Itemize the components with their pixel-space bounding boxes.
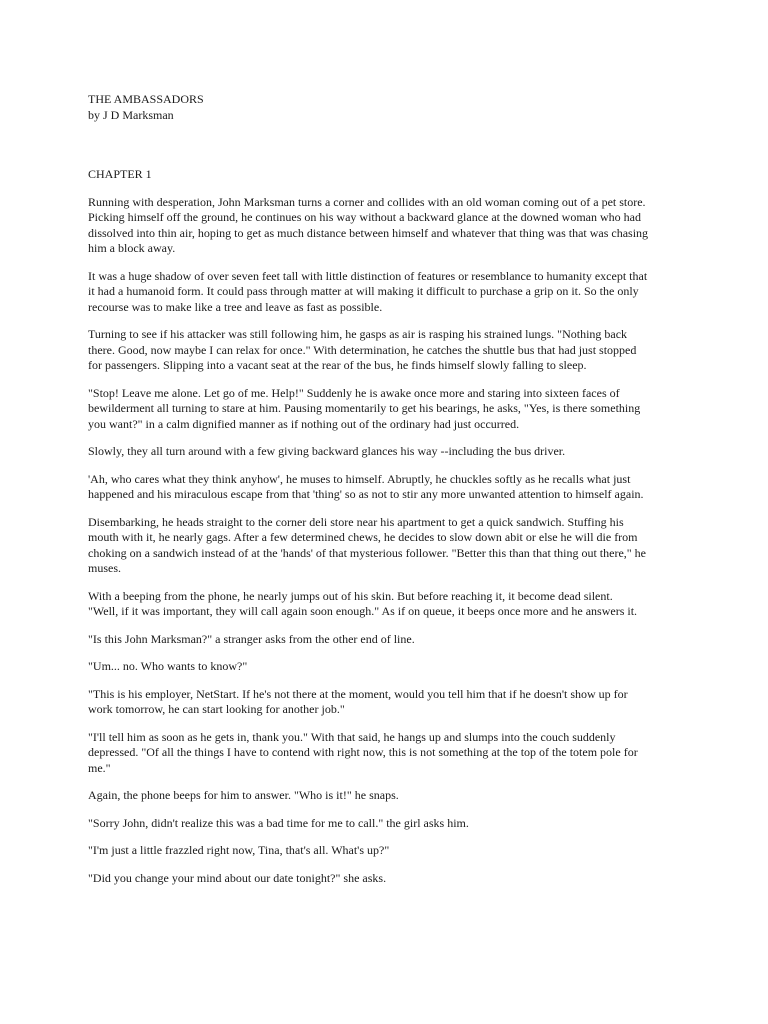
paragraph: "Stop! Leave me alone. Let go of me. Help!" Suddenly he is awake once more and staring into sixteen faces of bewilderment all turning to stare at him. Pausing momentarily to get his bearings, he asks, "Yes, is there something you want?" in a calm dignified manner as if nothing out of the ordinary had just occurred. bbox=[88, 385, 641, 431]
paragraph: "I'll tell him as soon as he gets in, thank you." With that said, he hangs up and slumps into the couch suddenly depressed. "Of all the things I have to contend with right now, this is not something at the top of the totem pole for me." bbox=[88, 729, 638, 775]
paragraph: Turning to see if his attacker was still following him, he gasps as air is rasping his strained lungs. "Nothing back there. Good, now maybe I can relax for once." With determination, he catches the shuttle bus that had just stopped for passengers. Slipping into a vacant seat at the rear of the bus, he finds himself slowly falling to sleep. bbox=[88, 327, 637, 372]
paragraph: "Um... no. Who wants to know?" bbox=[88, 659, 248, 673]
paragraph: Running with desperation, John Marksman turns a corner and collides with an old woman coming out of a pet store. Picking himself off the ground, he continues on his way without a backward glance at the downed woman who had dissolved into thin air, hoping to get as much distance between himself and whatever that thing was that was chasing him a block away. bbox=[88, 194, 649, 255]
chapter-heading: CHAPTER 1 bbox=[88, 167, 152, 181]
document-page bbox=[88, 92, 688, 898]
document-title: THE AMBASSADORS bbox=[88, 92, 204, 106]
paragraph: Disembarking, he heads straight to the corner deli store near his apartment to get a quick sandwich. Stuffing his mouth with it, he nearly gags. After a few determined chews, he decides to slow down abit or else he will die from choking on a sandwich instead of at the 'hands' of that mysterious follower. "Better this than that thing out there," he muses. bbox=[88, 514, 646, 575]
paragraph: "Sorry John, didn't realize this was a bad time for me to call." the girl asks him. bbox=[88, 815, 469, 830]
paragraph: Slowly, they all turn around with a few giving backward glances his way --including the bus driver. bbox=[88, 444, 566, 458]
paragraph: "I'm just a little frazzled right now, Tina, that's all. What's up?" bbox=[88, 843, 390, 857]
paragraph: With a beeping from the phone, he nearly jumps out of his skin. But before reaching it, it become dead silent. "Well, if it was important, they will call again soon enough." As if on queue, it beeps once more and he answers it. bbox=[88, 588, 638, 618]
paragraph: 'Ah, who cares what they think anyhow', he muses to himself. Abruptly, he chuckles softly as he recalls what just happened and his miraculous escape from that 'thing' so as not to stir any more unwanted attention to himself again. bbox=[88, 471, 644, 501]
paragraph: "Is this John Marksman?" a stranger asks from the other end of line. bbox=[88, 631, 415, 646]
paragraph: "Did you change your mind about our date tonight?" she asks. bbox=[88, 870, 387, 885]
document-byline: by J D Marksman bbox=[88, 107, 174, 122]
title-block bbox=[88, 92, 688, 123]
paragraph: Again, the phone beeps for him to answer. "Who is it!" he snaps. bbox=[88, 788, 399, 802]
paragraph: "This is his employer, NetStart. If he's not there at the moment, would you tell him that if he doesn't show up for work tomorrow, he can start looking for another job." bbox=[88, 686, 628, 716]
paragraph: It was a huge shadow of over seven feet tall with little distinction of features or resemblance to humanity except that it had a humanoid form. It could pass through matter at will making it difficult to purchase a grip on it. So the only recourse was to make like a tree and leave as fast as possible. bbox=[88, 268, 648, 314]
